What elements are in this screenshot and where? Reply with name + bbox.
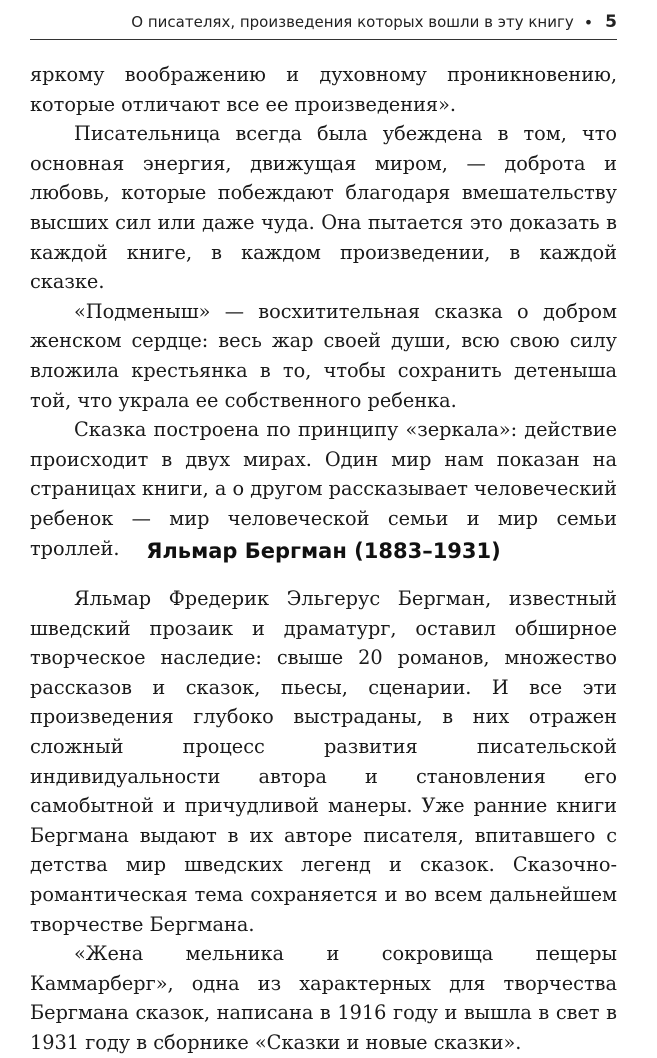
running-title: О писателях, произведения которых вошли в эту книгу [131,13,574,31]
paragraph: Яльмар Фредерик Эльгерус Бергман, известный шведский прозаик и драматург, оставил обширное творческое наследие: свыше 20 романов, множество рассказов и сказок, пьесы, сценарии. И все эти произведения глубоко выстраданы, в них отражен сложный процесс развития писательской индивидуальности автора и становления его самобытной и причудливой манеры. Уже ранние книги Бергмана выдают в их авторе писателя, впитавшего с детства мир шведских легенд и сказок. Сказочно-романтическая тема сохраняется и во всем дальнейшем творчестве Бергмана. [30,587,617,936]
paragraph: яркому воображению и духовному проникновению, которые отличают все ее произведения». [30,63,617,116]
paragraph: Сказка построена по принципу «зеркала»: действие происходит в двух мирах. Один мир нам показан на страницах книги, а о другом рассказывает человеческий ребенок — мир человеческой семьи и мир семьи троллей. [30,418,618,560]
running-header [30,10,617,34]
header-divider [30,39,617,40]
text-block-top [30,60,617,563]
text-block-bottom [30,584,617,1058]
paragraph: «Жена мельника и сокровища пещеры Каммарберг», одна из характерных для творчества Бергмана сказок, написана в 1916 году и вышла в свет в 1931 году в сборнике «Сказки и новые сказки». [30,942,617,1054]
paragraph: Писательница всегда была убеждена в том, что основная энергия, движущая миром, — доброта и любовь, которые побеждают благодаря вмешательству высших сил или даже чуда. Она пытается это доказать в каждой книге, в каждом произведении, в каждой сказке. [30,122,617,294]
section-heading: Яльмар Бергман (1883–1931) [146,539,501,563]
paragraph: «Подменыш» — восхитительная сказка о добром женском сердце: весь жар своей души, всю свою силу вложила крестьянка в то, чтобы сохранить детеныша той, что украла ее собственного ребенка. [30,299,617,412]
header-bullet: • [583,12,594,32]
page-number: 5 [605,12,617,32]
